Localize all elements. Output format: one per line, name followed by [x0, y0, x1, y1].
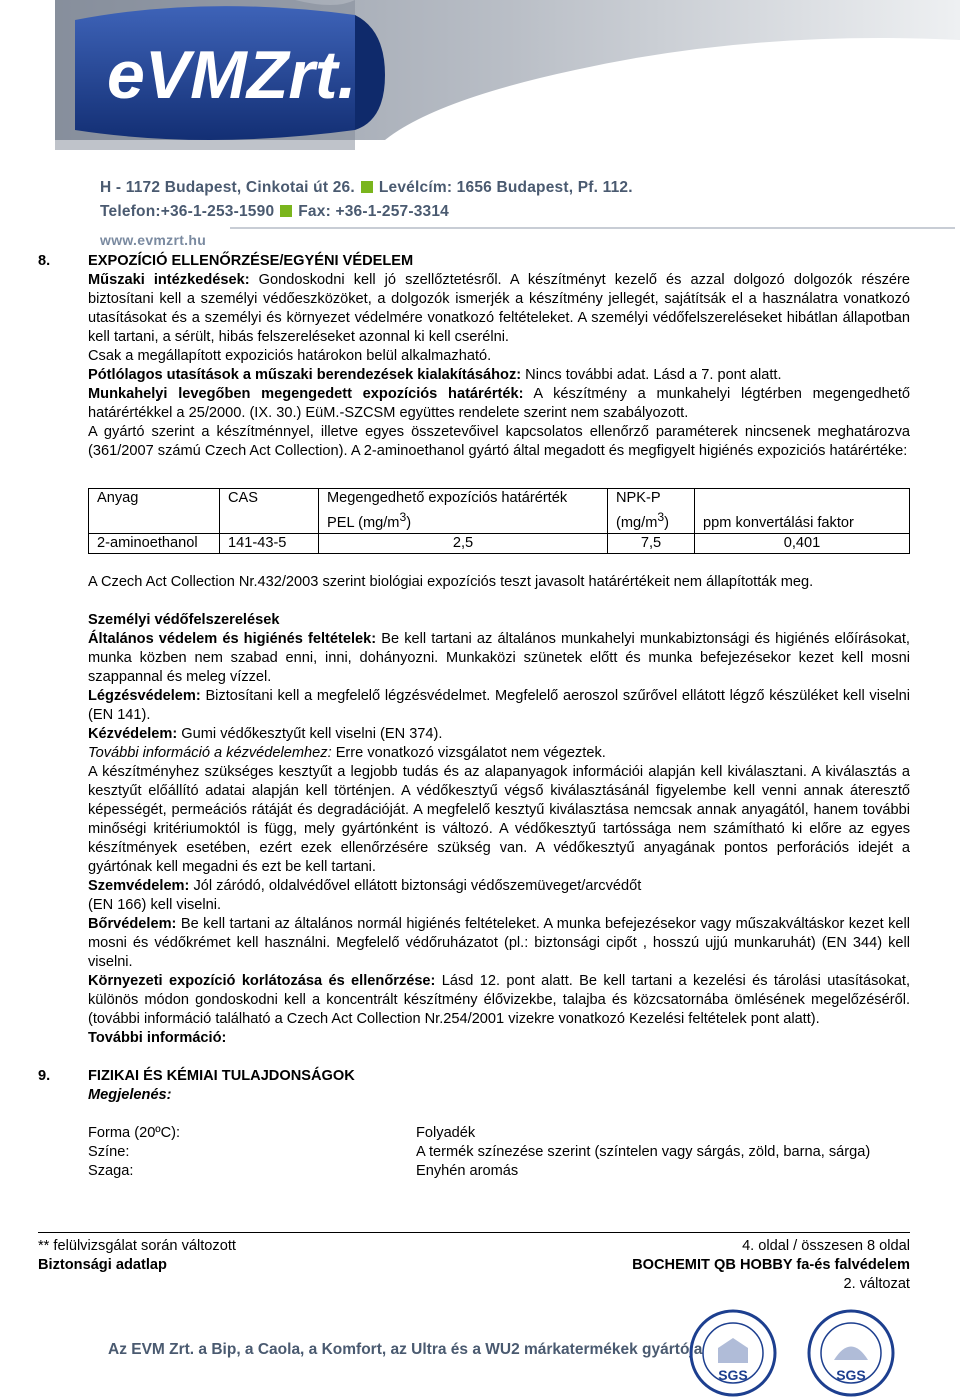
cell-anyag: 2-aminoethanol: [89, 533, 220, 553]
property-row: [88, 1162, 910, 1181]
header-anyag: Anyag: [89, 489, 220, 534]
manufacturer-note: A gyártó szerint a készítménnyel, illetve egyes összetevőivel kapcsolatos ellenőrző paraméterek nincsenek meghatározva (361/2007 számú Czech Act Collection). A 2-aminoethanol gyártó által megadott és megfigyelt higiénés expoziciós határértéke:: [88, 424, 910, 459]
property-key: Forma (20ºC):: [88, 1124, 181, 1141]
header-npk: NPK-P $(mg/m^3)$: [608, 489, 695, 534]
green-square-icon: [280, 205, 292, 217]
fax-text: Fax: +36-1-257-3314: [298, 203, 449, 220]
property-key: Színe:: [88, 1143, 130, 1160]
property-value: Folyadék: [416, 1124, 476, 1141]
revision-note: ** felülvizsgálat során változott: [38, 1238, 236, 1254]
svg-text:SGS: SGS: [836, 1367, 866, 1383]
hand-protection: Kézvédelem: Gumi védőkesztyűt kell viselni (EN 374).: [88, 725, 443, 742]
footer-divider: [38, 1232, 910, 1233]
property-value: A termék színezése szerint (színtelen vagy sárgás, zöld, barna, sárga): [416, 1143, 871, 1160]
table-header-row: [89, 489, 910, 534]
hand-protection-info: További információ a kézvédelemhez: Erre vonatkozó vizsgálatot nem végeztek.: [88, 744, 606, 761]
svg-text:SGS: SGS: [718, 1367, 748, 1383]
section-8-heading: [38, 252, 910, 271]
general-protection: Általános védelem és higiénés feltételek: Be kell tartani az általános munkahelyi munkabiztonsági és higiénés előírásokat, munka közben nem szabad enni, inni, dohányozni. Munkaközi szünetek előtt és munka befejezésekor kezet kell mosni szappannal és meleg vízzel.: [88, 630, 910, 685]
appearance-label: Megjelenés:: [88, 1086, 172, 1103]
section-title: FIZIKAI ÉS KÉMIAI TULAJDONSÁGOK: [88, 1067, 355, 1084]
address-text: H - 1172 Budapest, Cinkotai út 26.: [100, 179, 355, 196]
header-cas: CAS: [220, 489, 319, 534]
iso-9001-seal-icon: [688, 1308, 778, 1398]
header-ppm: ppm konvertálási faktor: [695, 489, 910, 534]
table-row: [89, 533, 910, 553]
letterhead: [0, 0, 960, 250]
postal-text: Levélcím: 1656 Budapest, Pf. 112.: [378, 179, 633, 196]
more-info-label: További információ:: [88, 1029, 227, 1046]
cell-pel: 2,5: [319, 533, 608, 553]
section-9-heading: [38, 1067, 910, 1086]
skin-protection: Bőrvédelem: Be kell tartani az általános normál higiénés feltételeket. A munka befejezésekor vagy műszakváltáskor kezet kell mosni és védőkrémet kell használni. Megfelelő védőruházatot (pl.: biztonsági cipőt , hosszú ujjú munkaruhát) (EN 344) kell viselni.: [88, 915, 910, 970]
property-key: Szaga:: [88, 1162, 134, 1179]
additional-instructions: Pótlólagos utasítások a műszaki berendezések kialakításához: Nincs további adat. Lásd a 7. pont alatt.: [88, 367, 782, 383]
section-title: EXPOZÍCIÓ ELLENŐRZÉSE/EGYÉNI VÉDELEM: [88, 253, 414, 269]
iso-14001-seal-icon: [806, 1308, 896, 1398]
section-number: 9.: [38, 1067, 51, 1084]
company-logo-band: [55, 0, 960, 150]
page-footer: [38, 1237, 910, 1294]
limits-note: Csak a megállapított expoziciós határokon belül alkalmazható.: [88, 348, 492, 364]
website-link[interactable]: www.evmzrt.hu: [100, 232, 207, 248]
header-pel: Megengedhető expozíciós határérték PEL $(mg/m^3)$: [319, 489, 608, 534]
czech-act-note: A Czech Act Collection Nr.432/2003 szerint biológiai expozíciós teszt javasolt határértékeit nem állapították meg.: [88, 573, 814, 590]
brands-line: Az EVM Zrt. a Bip, a Caola, a Komfort, az Ultra és a WU2 márkatermékek gyártója: [108, 1341, 703, 1358]
address-line: [100, 179, 633, 197]
cell-cas: 141-43-5: [220, 533, 319, 553]
product-name: BOCHEMIT QB HOBBY fa-és falvédelem: [632, 1257, 910, 1273]
version-label: 2. változat: [843, 1276, 910, 1292]
eye-protection: Szemvédelem: Jól záródó, oldalvédővel ellátott biztonsági védőszemüveget/arcvédőt: [88, 877, 642, 894]
document-type: Biztonsági adatlap: [38, 1257, 167, 1273]
green-square-icon: [361, 181, 373, 193]
document-body: [38, 252, 910, 1181]
cell-npk: 7,5: [608, 533, 695, 553]
glove-selection: A készítményhez szükséges kesztyűt a legjobb tudás és az alapanyagok információi alapján kell kiválasztani. A kiválasztás a kesztyűt előállító adatai alapján kell történjen. A védőkesztyű végső kiválasztásánál figyelembe kell venni annak áteresztő képességét, permeációs rátáját és degradációját. A megfelelő kesztyű kiválasztása nemcsak annak anyagától, hanem további minőségi kritériumoktól is függ, mely gyártónként is változó. A védőkesztyű tartóssága nem számítható ki előre az egyes készítmények esetében, ezért ezek ellenőrzésére szükség van. A védőkesztyű anyagának pontos perforációs idejét a gyártónak kell megadni és ezt be kell tartani.: [88, 763, 910, 875]
logo-text: eVMZrt.: [107, 37, 357, 113]
evm-logo-icon: [55, 0, 960, 150]
property-row: [88, 1124, 910, 1143]
header-divider: [230, 227, 955, 229]
property-value: Enyhén aromás: [416, 1162, 519, 1179]
page-counter: 4. oldal / összesen 8 oldal: [742, 1238, 910, 1254]
cell-ppm: 0,401: [695, 533, 910, 553]
phone-fax-line: [100, 203, 449, 221]
workplace-exposure-limit: Munkahelyi levegőben megengedett expozíciós határérték: A készítmény a munkahelyi légtérben megengedhető határértékkel a 25/2000. (IX. 30.) EüM.-SZCSM együttes rendelete szerint nem szabályozott.: [88, 386, 910, 421]
phone-text: Telefon:+36-1-253-1590: [100, 203, 275, 220]
bottom-band: [0, 1308, 960, 1399]
exposure-limit-table: [88, 488, 910, 554]
technical-measures: Műszaki intézkedések: Gondoskodni kell jó szellőztetésről. A készítményt kezelő és azzal dolgozó dolgozók részére biztosítani kell a személyi védőeszközöket, a dolgozók ismerjék a készítmény jellegét, sajátítsák el a használatra vonatkozó utasításokat és a személyi és környezet védelmére vonatkozó feltételeket. A személyi védőfelszereléseket hibátlan állapotban kell tartani, a sérült, hibás felszereléseket azonnal ki kell cserélni.: [88, 272, 911, 345]
ppe-title: Személyi védőfelszerelések: [88, 611, 280, 628]
property-row: [88, 1143, 910, 1162]
environmental-exposure: Környezeti expozíció korlátozása és ellenőrzése: Lásd 12. pont alatt. Be kell tartani a kezelési és tárolási utasításokat, különös módon gondoskodni kell a koncentrált készítmény élővizekbe, talajba és közcsatornába ömlésének megelőzéséről. (további információ található a Czech Act Collection Nr.254/2001 vizekre vonatkozó Kezelési feltételek pont alatt).: [88, 972, 911, 1027]
eye-protection-standard: (EN 166) kell viselni.: [88, 896, 222, 913]
respiratory-protection: Légzésvédelem: Biztosítani kell a megfelelő légzésvédelmet. Megfelelő aeroszol szűrővel ellátott légző készüléket kell viselni (EN 141).: [88, 687, 910, 723]
section-number: 8.: [38, 253, 51, 269]
